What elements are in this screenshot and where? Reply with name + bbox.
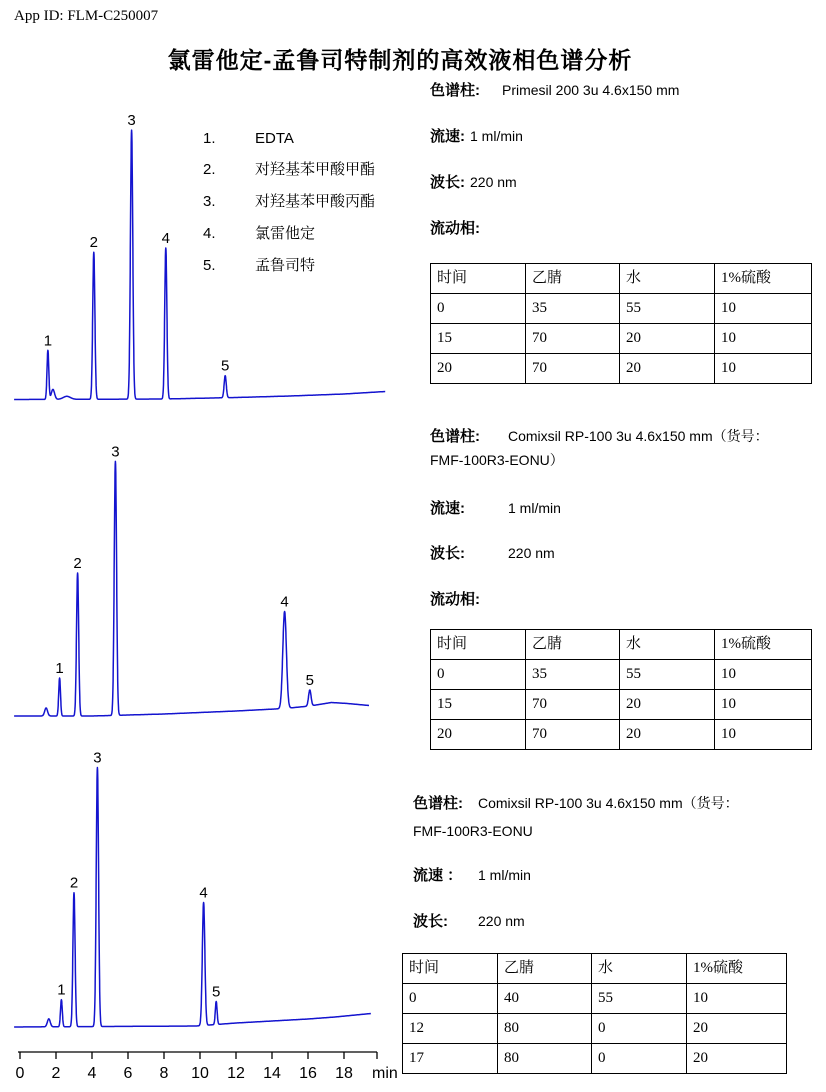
table-header-row bbox=[431, 264, 812, 294]
axis-tick-label: 18 bbox=[335, 1065, 353, 1082]
wavelength-line bbox=[413, 913, 739, 929]
table-cell: 70 bbox=[526, 690, 620, 720]
table-cell: 55 bbox=[592, 984, 687, 1014]
peak-label-3: 3 bbox=[111, 443, 120, 461]
flow-value: 1 ml/min bbox=[508, 500, 561, 516]
table-header-cell: 乙腈 bbox=[526, 264, 620, 294]
table-cell: 17 bbox=[403, 1044, 498, 1074]
wavelength-label: 波长: bbox=[430, 174, 465, 191]
legend-number: 3. bbox=[203, 193, 216, 210]
axis-tick-label: 12 bbox=[227, 1065, 245, 1082]
table-header-row bbox=[403, 954, 787, 984]
table-cell: 0 bbox=[431, 294, 526, 324]
peak-label-1: 1 bbox=[43, 332, 53, 350]
column-value: Comixsil RP-100 3u 4.6x150 mm（货号： bbox=[478, 795, 739, 811]
flow-label: 流速: bbox=[430, 128, 465, 145]
table-cell: 10 bbox=[715, 690, 812, 720]
table-cell: 70 bbox=[526, 720, 620, 750]
mobile-phase-table-2 bbox=[430, 629, 812, 750]
method-block-1 bbox=[430, 82, 679, 266]
table-header-cell: 水 bbox=[620, 264, 715, 294]
table-cell: 55 bbox=[620, 294, 715, 324]
wavelength-line bbox=[430, 174, 679, 190]
mobile-phase-table-3 bbox=[402, 953, 787, 1074]
column-line bbox=[430, 82, 679, 98]
legend-item bbox=[203, 190, 375, 211]
mobile-phase-table-1 bbox=[430, 263, 812, 384]
mobile-phase-label: 流动相: bbox=[430, 591, 480, 608]
peak-label-2: 2 bbox=[69, 874, 79, 892]
table-row bbox=[431, 660, 812, 690]
mobile-phase-label: 流动相: bbox=[430, 220, 480, 237]
peak-label-5: 5 bbox=[212, 983, 221, 1001]
table-cell: 40 bbox=[498, 984, 592, 1014]
legend-label: 氯雷他定 bbox=[255, 225, 316, 242]
column-label: 色谱柱: bbox=[430, 428, 480, 445]
axis-tick-label: 8 bbox=[159, 1065, 169, 1082]
column-label: 色谱柱: bbox=[430, 82, 480, 99]
wavelength-value: 220 nm bbox=[478, 913, 525, 929]
table-cell: 80 bbox=[498, 1014, 592, 1044]
table-cell: 10 bbox=[687, 984, 787, 1014]
axis-tick-label: 4 bbox=[87, 1065, 97, 1082]
legend-label: 孟鲁司特 bbox=[255, 257, 316, 274]
peak-label-3: 3 bbox=[93, 750, 102, 767]
column-line bbox=[413, 795, 739, 811]
axis-tick-label: 14 bbox=[263, 1065, 281, 1082]
table-cell: 10 bbox=[715, 294, 812, 324]
axis-tick-label: 2 bbox=[51, 1065, 61, 1082]
flow-value: 1 ml/min bbox=[470, 128, 523, 144]
legend-number: 2. bbox=[203, 161, 216, 178]
mobile-phase-line bbox=[430, 591, 769, 607]
wavelength-value: 220 nm bbox=[470, 174, 517, 190]
column-label: 色谱柱: bbox=[413, 795, 463, 812]
legend-number: 1. bbox=[203, 130, 216, 147]
method-block-3 bbox=[413, 795, 739, 929]
table-cell: 20 bbox=[620, 354, 715, 384]
table-cell: 20 bbox=[687, 1044, 787, 1074]
peak-label-5: 5 bbox=[305, 672, 314, 689]
flow-line bbox=[413, 867, 739, 883]
table-row bbox=[403, 1014, 787, 1044]
table-cell: 15 bbox=[431, 324, 526, 354]
wavelength-value: 220 nm bbox=[508, 545, 555, 561]
axis-tick-label: 10 bbox=[191, 1065, 209, 1082]
chromatogram-trace bbox=[14, 461, 369, 716]
table-cell: 0 bbox=[431, 660, 526, 690]
legend-item bbox=[203, 158, 375, 179]
table-row bbox=[431, 720, 812, 750]
peak-label-2: 2 bbox=[73, 555, 82, 572]
table-cell: 20 bbox=[620, 690, 715, 720]
peak-label-2: 2 bbox=[89, 234, 98, 252]
peak-label-4: 4 bbox=[280, 593, 289, 611]
legend-item bbox=[203, 222, 375, 243]
table-cell: 80 bbox=[498, 1044, 592, 1074]
table-header-cell: 1%硫酸 bbox=[715, 264, 812, 294]
table-header-cell: 时间 bbox=[403, 954, 498, 984]
axis-unit-label: min bbox=[372, 1065, 398, 1082]
peak-label-1: 1 bbox=[57, 981, 66, 999]
mobile-phase-line bbox=[430, 220, 679, 236]
table-cell: 12 bbox=[403, 1014, 498, 1044]
table-cell: 20 bbox=[620, 720, 715, 750]
table-row bbox=[431, 354, 812, 384]
peak-label-4: 4 bbox=[161, 230, 170, 247]
table-header-cell: 1%硫酸 bbox=[715, 630, 812, 660]
table-header-cell: 乙腈 bbox=[498, 954, 592, 984]
axis-tick-label: 6 bbox=[123, 1065, 133, 1082]
legend-label: 对羟基苯甲酸丙酯 bbox=[255, 193, 376, 210]
peak-label-4: 4 bbox=[199, 884, 208, 902]
table-cell: 55 bbox=[620, 660, 715, 690]
table-row bbox=[431, 690, 812, 720]
column-value: Comixsil RP-100 3u 4.6x150 mm（货号： bbox=[508, 428, 769, 444]
wavelength-label: 波长: bbox=[430, 545, 465, 562]
page-title: 氯雷他定-孟鲁司特制剂的高效液相色谱分析 bbox=[167, 47, 633, 73]
table-row bbox=[403, 984, 787, 1014]
table-cell: 20 bbox=[687, 1014, 787, 1044]
axis-tick-label: 0 bbox=[15, 1065, 25, 1082]
table-header-cell: 时间 bbox=[431, 264, 526, 294]
app-id: App ID: FLM-C250007 bbox=[14, 8, 159, 24]
column-value-line2: FMF-100R3-EONU bbox=[413, 823, 533, 839]
table-row bbox=[403, 1044, 787, 1074]
column-value: Primesil 200 3u 4.6x150 mm bbox=[502, 82, 680, 98]
table-header-cell: 时间 bbox=[431, 630, 526, 660]
table-header-cell: 乙腈 bbox=[526, 630, 620, 660]
table-cell: 70 bbox=[526, 324, 620, 354]
chromatogram-trace bbox=[14, 768, 371, 1028]
peak-label-5: 5 bbox=[221, 357, 230, 375]
column-line bbox=[430, 428, 769, 444]
chromatogram-2 bbox=[0, 430, 400, 740]
table-header-cell: 水 bbox=[592, 954, 687, 984]
table-cell: 10 bbox=[715, 720, 812, 750]
table-cell: 20 bbox=[620, 324, 715, 354]
table-header-cell: 水 bbox=[620, 630, 715, 660]
table-row bbox=[431, 294, 812, 324]
table-cell: 20 bbox=[431, 720, 526, 750]
flow-value: 1 ml/min bbox=[478, 867, 531, 883]
axis-tick-label: 16 bbox=[299, 1065, 317, 1082]
table-header-cell: 1%硫酸 bbox=[687, 954, 787, 984]
table-cell: 0 bbox=[403, 984, 498, 1014]
chromatogram-3 bbox=[0, 750, 400, 1050]
legend-item bbox=[203, 130, 375, 147]
table-row bbox=[431, 324, 812, 354]
table-cell: 70 bbox=[526, 354, 620, 384]
table-cell: 10 bbox=[715, 660, 812, 690]
flow-line bbox=[430, 128, 679, 144]
flow-label: 流速: bbox=[430, 500, 465, 517]
flow-label: 流速 ： bbox=[413, 867, 463, 884]
flow-line bbox=[430, 500, 769, 516]
legend-item bbox=[203, 254, 375, 275]
wavelength-line bbox=[430, 545, 769, 561]
method-block-2 bbox=[430, 428, 769, 607]
table-cell: 35 bbox=[526, 294, 620, 324]
column-value-line2: FMF-100R3-EONU） bbox=[430, 452, 564, 468]
table-header-row bbox=[431, 630, 812, 660]
peak-legend bbox=[203, 130, 375, 286]
legend-number: 5. bbox=[203, 257, 216, 274]
table-cell: 20 bbox=[431, 354, 526, 384]
legend-label: EDTA bbox=[255, 130, 294, 147]
legend-number: 4. bbox=[203, 225, 216, 242]
time-axis bbox=[0, 1040, 420, 1092]
table-cell: 10 bbox=[715, 354, 812, 384]
table-cell: 15 bbox=[431, 690, 526, 720]
table-cell: 0 bbox=[592, 1014, 687, 1044]
peak-label-1: 1 bbox=[55, 660, 64, 677]
wavelength-label: 波长: bbox=[413, 913, 448, 930]
legend-label: 对羟基苯甲酸甲酯 bbox=[255, 161, 376, 178]
table-cell: 0 bbox=[592, 1044, 687, 1074]
peak-label-3: 3 bbox=[127, 112, 136, 130]
table-cell: 35 bbox=[526, 660, 620, 690]
table-cell: 10 bbox=[715, 324, 812, 354]
